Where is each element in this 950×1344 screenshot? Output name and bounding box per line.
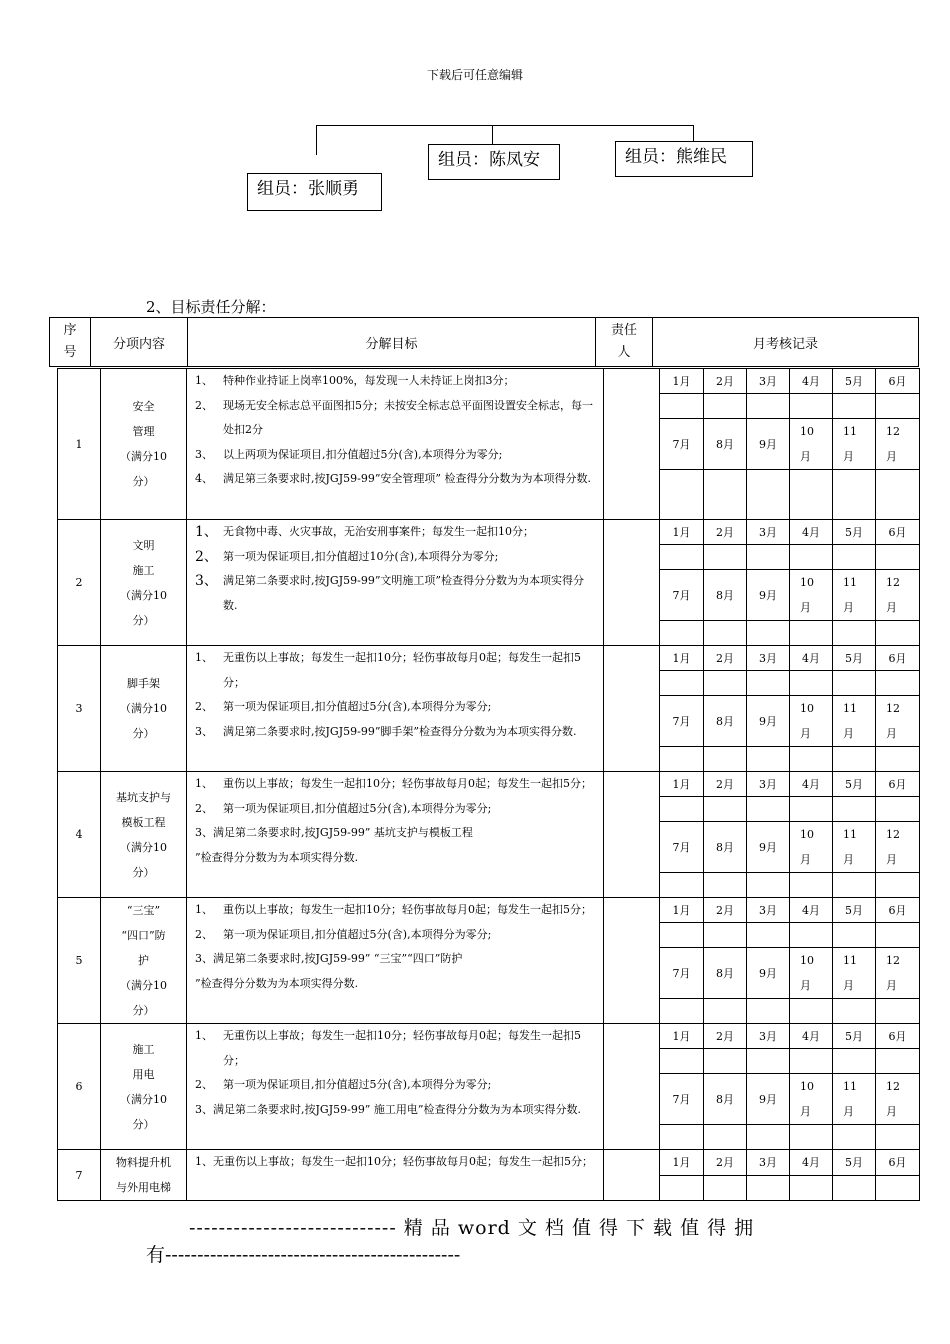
goal-text: 无食物中毒、火灾事故，无治安刑事案件；每发生一起扣10分； <box>223 525 534 538</box>
goal-item <box>195 695 595 720</box>
row-item: “三宝” “四口”防 护 （满分10 分） <box>101 898 187 1024</box>
month-record-cell <box>833 621 876 646</box>
month-cell: 7月 <box>660 696 704 747</box>
goal-text: 第一项为保证项目,扣分值超过10分(含),本项得分为零分; <box>223 549 499 563</box>
month-record-cell <box>747 394 790 419</box>
goal-item <box>195 1098 595 1123</box>
row-person <box>604 1150 660 1201</box>
header-seq: 序 号 <box>50 318 91 367</box>
goal-text: 第一项为保证项目,扣分值超过5分(含),本项得分为零分; <box>223 927 492 941</box>
month-cell: 3月 <box>747 520 790 545</box>
month-record-cell <box>704 621 747 646</box>
month-cell: 10 月 <box>790 948 833 999</box>
month-cell: 9月 <box>747 1074 790 1125</box>
month-cell: 2月 <box>704 520 747 545</box>
row-seq: 5 <box>58 898 101 1024</box>
goal-number: 2、 <box>195 801 213 815</box>
header-goal: 分解目标 <box>188 318 596 367</box>
month-cell: 5月 <box>833 772 876 797</box>
month-record-cell <box>876 621 920 646</box>
goal-text: 满足第二条要求时,按JGJ59-99”脚手架”检查得分分数为为本项实得分数. <box>223 724 577 738</box>
month-cell: 6月 <box>876 772 920 797</box>
goal-item <box>195 646 595 695</box>
goal-item <box>195 467 595 492</box>
month-cell: 4月 <box>790 369 833 394</box>
responsibility-table <box>57 368 920 1201</box>
row-item: 脚手架 （满分10 分） <box>101 646 187 772</box>
month-cell: 9月 <box>747 570 790 621</box>
goal-text: 以上两项为保证项目,扣分值超过5分(含),本项得分为零分; <box>223 447 503 461</box>
row-item: 安全 管理 （满分10 分） <box>101 369 187 520</box>
month-cell: 1月 <box>660 1024 704 1049</box>
table-header <box>49 317 919 367</box>
goal-item <box>195 720 595 745</box>
row-item: 施工 用电 （满分10 分） <box>101 1024 187 1150</box>
month-record-cell <box>790 470 833 520</box>
table-row <box>58 1150 920 1176</box>
month-record-cell <box>747 545 790 570</box>
month-record-cell <box>704 999 747 1024</box>
row-item: 基坑支护与 模板工程 （满分10 分） <box>101 772 187 898</box>
org-member-xiong: 组员：熊维民 <box>615 141 753 177</box>
month-record-cell <box>876 999 920 1024</box>
month-record-cell <box>660 747 704 772</box>
goal-text: 第一项为保证项目,扣分值超过5分(含),本项得分为零分; <box>223 801 492 815</box>
month-record-cell <box>876 671 920 696</box>
row-item: 文明 施工 （满分10 分） <box>101 520 187 646</box>
row-person <box>604 772 660 898</box>
month-cell: 11 月 <box>833 419 876 470</box>
goal-number: 1、 <box>195 903 213 916</box>
month-record-cell <box>876 470 920 520</box>
month-cell: 11 月 <box>833 822 876 873</box>
month-cell: 7月 <box>660 822 704 873</box>
goal-item <box>195 520 595 545</box>
goal-number: 4、 <box>195 472 213 486</box>
month-cell: 6月 <box>876 646 920 671</box>
month-record-cell <box>747 1125 790 1150</box>
month-record-cell <box>660 545 704 570</box>
month-cell: 6月 <box>876 369 920 394</box>
month-cell: 3月 <box>747 898 790 923</box>
month-cell: 2月 <box>704 646 747 671</box>
goal-text: 满足第三条要求时,按JGJ59-99”安全管理项” 检查得分分数为为本项得分数. <box>223 472 592 486</box>
month-record-cell <box>704 873 747 898</box>
month-record-cell <box>660 1175 704 1201</box>
goal-text: 特种作业持证上岗率100%，每发现一人未持证上岗扣3分； <box>223 374 515 387</box>
month-cell: 8月 <box>704 948 747 999</box>
goal-text: 3、满足第二条要求时,按JGJ59-99” “三宝”“四口”防护 <box>195 952 463 966</box>
goal-number: 1、 <box>195 1029 213 1042</box>
month-record-cell <box>876 1049 920 1074</box>
month-record-cell <box>747 923 790 948</box>
month-record-cell <box>747 797 790 822</box>
month-cell: 5月 <box>833 898 876 923</box>
month-record-cell <box>704 671 747 696</box>
org-connector-horizontal <box>316 125 694 126</box>
org-connector-middle <box>492 125 493 145</box>
month-record-cell <box>660 999 704 1024</box>
month-record-cell <box>747 873 790 898</box>
month-record-cell <box>876 747 920 772</box>
month-record-cell <box>747 470 790 520</box>
section-title: 2、目标责任分解： <box>146 298 276 316</box>
month-cell: 5月 <box>833 646 876 671</box>
goal-text: 第一项为保证项目,扣分值超过5分(含),本项得分为零分; <box>223 1078 492 1092</box>
month-record-cell <box>704 470 747 520</box>
table-row <box>58 772 920 797</box>
month-record-cell <box>790 1125 833 1150</box>
month-cell: 2月 <box>704 1024 747 1049</box>
month-cell: 1月 <box>660 1150 704 1176</box>
month-cell: 2月 <box>704 369 747 394</box>
month-record-cell <box>747 621 790 646</box>
month-record-cell <box>790 621 833 646</box>
month-cell: 2月 <box>704 1150 747 1176</box>
month-cell: 3月 <box>747 1024 790 1049</box>
row-seq: 2 <box>58 520 101 646</box>
goal-number: 2、 <box>195 398 213 412</box>
month-record-cell <box>747 1049 790 1074</box>
month-record-cell <box>747 1175 790 1201</box>
org-member-zhang: 组员：张顺勇 <box>247 173 382 211</box>
month-record-cell <box>876 394 920 419</box>
goal-number: 2、 <box>195 1078 213 1092</box>
month-record-cell <box>790 1175 833 1201</box>
month-cell: 2月 <box>704 772 747 797</box>
month-record-cell <box>660 621 704 646</box>
goal-text: ”检查得分分数为为本项实得分数. <box>195 850 359 864</box>
row-goals <box>187 520 604 646</box>
table-row <box>58 646 920 671</box>
month-cell: 8月 <box>704 822 747 873</box>
goal-text: 第一项为保证项目,扣分值超过5分(含),本项得分为零分; <box>223 700 492 714</box>
month-record-cell <box>660 394 704 419</box>
goal-text: 1、无重伤以上事故；每发生一起扣10分；轻伤事故每月0起；每发生一起扣5分； <box>195 1155 593 1168</box>
row-goals <box>187 1024 604 1150</box>
month-cell: 8月 <box>704 696 747 747</box>
footer-line-1: ---------------------------- 精 品 word 文 档 值 得 下 载 值 得 拥 <box>189 1217 755 1239</box>
month-cell: 4月 <box>790 1024 833 1049</box>
month-record-cell <box>704 1125 747 1150</box>
month-cell: 12 月 <box>876 570 920 621</box>
month-cell: 5月 <box>833 520 876 545</box>
month-cell: 11 月 <box>833 570 876 621</box>
month-record-cell <box>790 923 833 948</box>
goal-text: 3、满足第二条要求时,按JGJ59-99” 基坑支护与模板工程 <box>195 826 473 840</box>
month-record-cell <box>790 545 833 570</box>
month-record-cell <box>660 797 704 822</box>
goal-item <box>195 947 595 972</box>
goal-item <box>195 1150 595 1175</box>
month-cell: 9月 <box>747 419 790 470</box>
row-item: 物料提升机 与外用电梯 <box>101 1150 187 1201</box>
month-cell: 8月 <box>704 1074 747 1125</box>
month-record-cell <box>833 1175 876 1201</box>
month-record-cell <box>833 747 876 772</box>
month-record-cell <box>833 470 876 520</box>
month-record-cell <box>660 1125 704 1150</box>
month-record-cell <box>704 545 747 570</box>
month-record-cell <box>704 797 747 822</box>
row-goals <box>187 898 604 1024</box>
month-record-cell <box>833 873 876 898</box>
row-goals <box>187 369 604 520</box>
month-record-cell <box>833 923 876 948</box>
goal-item <box>195 923 595 948</box>
goal-item <box>195 394 595 443</box>
goal-number: 3、 <box>195 447 213 461</box>
month-record-cell <box>790 1049 833 1074</box>
table-row <box>58 369 920 394</box>
month-cell: 5月 <box>833 1024 876 1049</box>
month-cell: 7月 <box>660 570 704 621</box>
header-record: 月考核记录 <box>653 318 919 367</box>
goal-number: 1、 <box>195 374 213 387</box>
month-record-cell <box>704 1175 747 1201</box>
month-cell: 10 月 <box>790 696 833 747</box>
goal-number: 3、 <box>195 724 213 738</box>
month-record-cell <box>747 999 790 1024</box>
goal-item <box>195 846 595 871</box>
row-person <box>604 369 660 520</box>
month-record-cell <box>704 1049 747 1074</box>
month-record-cell <box>660 671 704 696</box>
month-record-cell <box>704 394 747 419</box>
month-record-cell <box>876 545 920 570</box>
goal-item <box>195 972 595 997</box>
month-cell: 6月 <box>876 1150 920 1176</box>
row-goals <box>187 1150 604 1201</box>
month-cell: 11 月 <box>833 948 876 999</box>
month-record-cell <box>876 923 920 948</box>
month-cell: 3月 <box>747 772 790 797</box>
goal-number: 1、 <box>195 524 218 540</box>
month-cell: 6月 <box>876 520 920 545</box>
month-cell: 11 月 <box>833 1074 876 1125</box>
page-header-note: 下载后可任意编辑 <box>426 68 523 82</box>
row-seq: 6 <box>58 1024 101 1150</box>
goal-number: 2、 <box>195 700 213 714</box>
month-record-cell <box>660 923 704 948</box>
month-cell: 4月 <box>790 646 833 671</box>
row-person <box>604 1024 660 1150</box>
month-record-cell <box>660 1049 704 1074</box>
month-cell: 12 月 <box>876 822 920 873</box>
month-cell: 5月 <box>833 369 876 394</box>
goal-item <box>195 898 595 923</box>
goal-item <box>195 1073 595 1098</box>
goal-text: 无重伤以上事故；每发生一起扣10分；轻伤事故每月0起；每发生一起扣5分； <box>223 651 581 689</box>
goal-text: 现场无安全标志总平面图扣5分；未按安全标志总平面图设置安全标志，每一处扣2分 <box>223 398 593 437</box>
month-cell: 8月 <box>704 570 747 621</box>
goal-text: ”检查得分分数为为本项实得分数. <box>195 976 359 990</box>
month-cell: 9月 <box>747 696 790 747</box>
row-person <box>604 646 660 772</box>
month-record-cell <box>790 747 833 772</box>
goal-text: 3、满足第二条要求时,按JGJ59-99” 施工用电”检查得分分数为为本项实得分数. <box>195 1102 582 1116</box>
row-goals <box>187 646 604 772</box>
org-connector-left <box>316 125 317 155</box>
month-record-cell <box>790 394 833 419</box>
month-cell: 4月 <box>790 898 833 923</box>
month-cell: 7月 <box>660 948 704 999</box>
month-cell: 1月 <box>660 646 704 671</box>
month-record-cell <box>747 747 790 772</box>
goal-item <box>195 545 595 570</box>
month-record-cell <box>876 1125 920 1150</box>
goal-item <box>195 1024 595 1073</box>
goal-number: 3、 <box>195 573 218 590</box>
goal-number: 2、 <box>195 548 218 565</box>
month-cell: 12 月 <box>876 948 920 999</box>
month-cell: 7月 <box>660 1074 704 1125</box>
month-cell: 12 月 <box>876 696 920 747</box>
month-record-cell <box>833 545 876 570</box>
month-record-cell <box>790 797 833 822</box>
month-cell: 3月 <box>747 1150 790 1176</box>
month-record-cell <box>747 671 790 696</box>
row-goals <box>187 772 604 898</box>
month-record-cell <box>876 1175 920 1201</box>
month-record-cell <box>833 394 876 419</box>
goal-text: 重伤以上事故；每发生一起扣10分；轻伤事故每月0起；每发生一起扣5分； <box>223 903 592 916</box>
month-cell: 12 月 <box>876 1074 920 1125</box>
month-record-cell <box>704 923 747 948</box>
goal-item <box>195 369 595 394</box>
month-cell: 9月 <box>747 822 790 873</box>
month-record-cell <box>833 999 876 1024</box>
month-cell: 5月 <box>833 1150 876 1176</box>
month-cell: 1月 <box>660 520 704 545</box>
month-record-cell <box>833 1125 876 1150</box>
month-cell: 3月 <box>747 369 790 394</box>
goal-item <box>195 797 595 822</box>
month-cell: 10 月 <box>790 570 833 621</box>
month-record-cell <box>876 873 920 898</box>
goal-text: 无重伤以上事故；每发生一起扣10分；轻伤事故每月0起；每发生一起扣5分； <box>223 1029 581 1067</box>
org-member-chen: 组员：陈凤安 <box>428 144 560 180</box>
month-cell: 10 月 <box>790 419 833 470</box>
month-record-cell <box>833 1049 876 1074</box>
header-item: 分项内容 <box>91 318 188 367</box>
month-record-cell <box>660 470 704 520</box>
month-cell: 1月 <box>660 772 704 797</box>
row-seq: 7 <box>58 1150 101 1201</box>
month-record-cell <box>790 999 833 1024</box>
month-cell: 1月 <box>660 369 704 394</box>
month-cell: 4月 <box>790 520 833 545</box>
goal-text: 重伤以上事故；每发生一起扣10分；轻伤事故每月0起；每发生一起扣5分； <box>223 777 592 790</box>
month-cell: 2月 <box>704 898 747 923</box>
row-seq: 3 <box>58 646 101 772</box>
month-cell: 10 月 <box>790 822 833 873</box>
month-cell: 7月 <box>660 419 704 470</box>
month-cell: 4月 <box>790 772 833 797</box>
month-cell: 6月 <box>876 1024 920 1049</box>
month-cell: 11 月 <box>833 696 876 747</box>
month-cell: 4月 <box>790 1150 833 1176</box>
month-record-cell <box>833 797 876 822</box>
month-record-cell <box>790 873 833 898</box>
goal-text: 满足第二条要求时,按JGJ59-99”文明施工项”检查得分分数为为本项实得分数. <box>223 574 585 612</box>
month-record-cell <box>833 671 876 696</box>
goal-item <box>195 443 595 468</box>
row-person <box>604 898 660 1024</box>
month-cell: 9月 <box>747 948 790 999</box>
goal-item <box>195 569 595 618</box>
month-record-cell <box>790 671 833 696</box>
month-record-cell <box>660 873 704 898</box>
month-record-cell <box>876 797 920 822</box>
table-row <box>58 898 920 923</box>
month-record-cell <box>704 747 747 772</box>
table-row <box>58 1024 920 1049</box>
goal-number: 1、 <box>195 777 213 790</box>
goal-number: 1、 <box>195 651 213 664</box>
month-cell: 10 月 <box>790 1074 833 1125</box>
row-seq: 4 <box>58 772 101 898</box>
goal-number: 2、 <box>195 927 213 941</box>
header-person: 责任 人 <box>596 318 653 367</box>
goal-item <box>195 821 595 846</box>
month-cell: 1月 <box>660 898 704 923</box>
month-cell: 3月 <box>747 646 790 671</box>
month-cell: 12 月 <box>876 419 920 470</box>
goal-item <box>195 772 595 797</box>
row-person <box>604 520 660 646</box>
row-seq: 1 <box>58 369 101 520</box>
table-row <box>58 520 920 545</box>
footer-line-2: 有---------------------------------------------- <box>146 1244 461 1266</box>
month-cell: 6月 <box>876 898 920 923</box>
month-cell: 8月 <box>704 419 747 470</box>
